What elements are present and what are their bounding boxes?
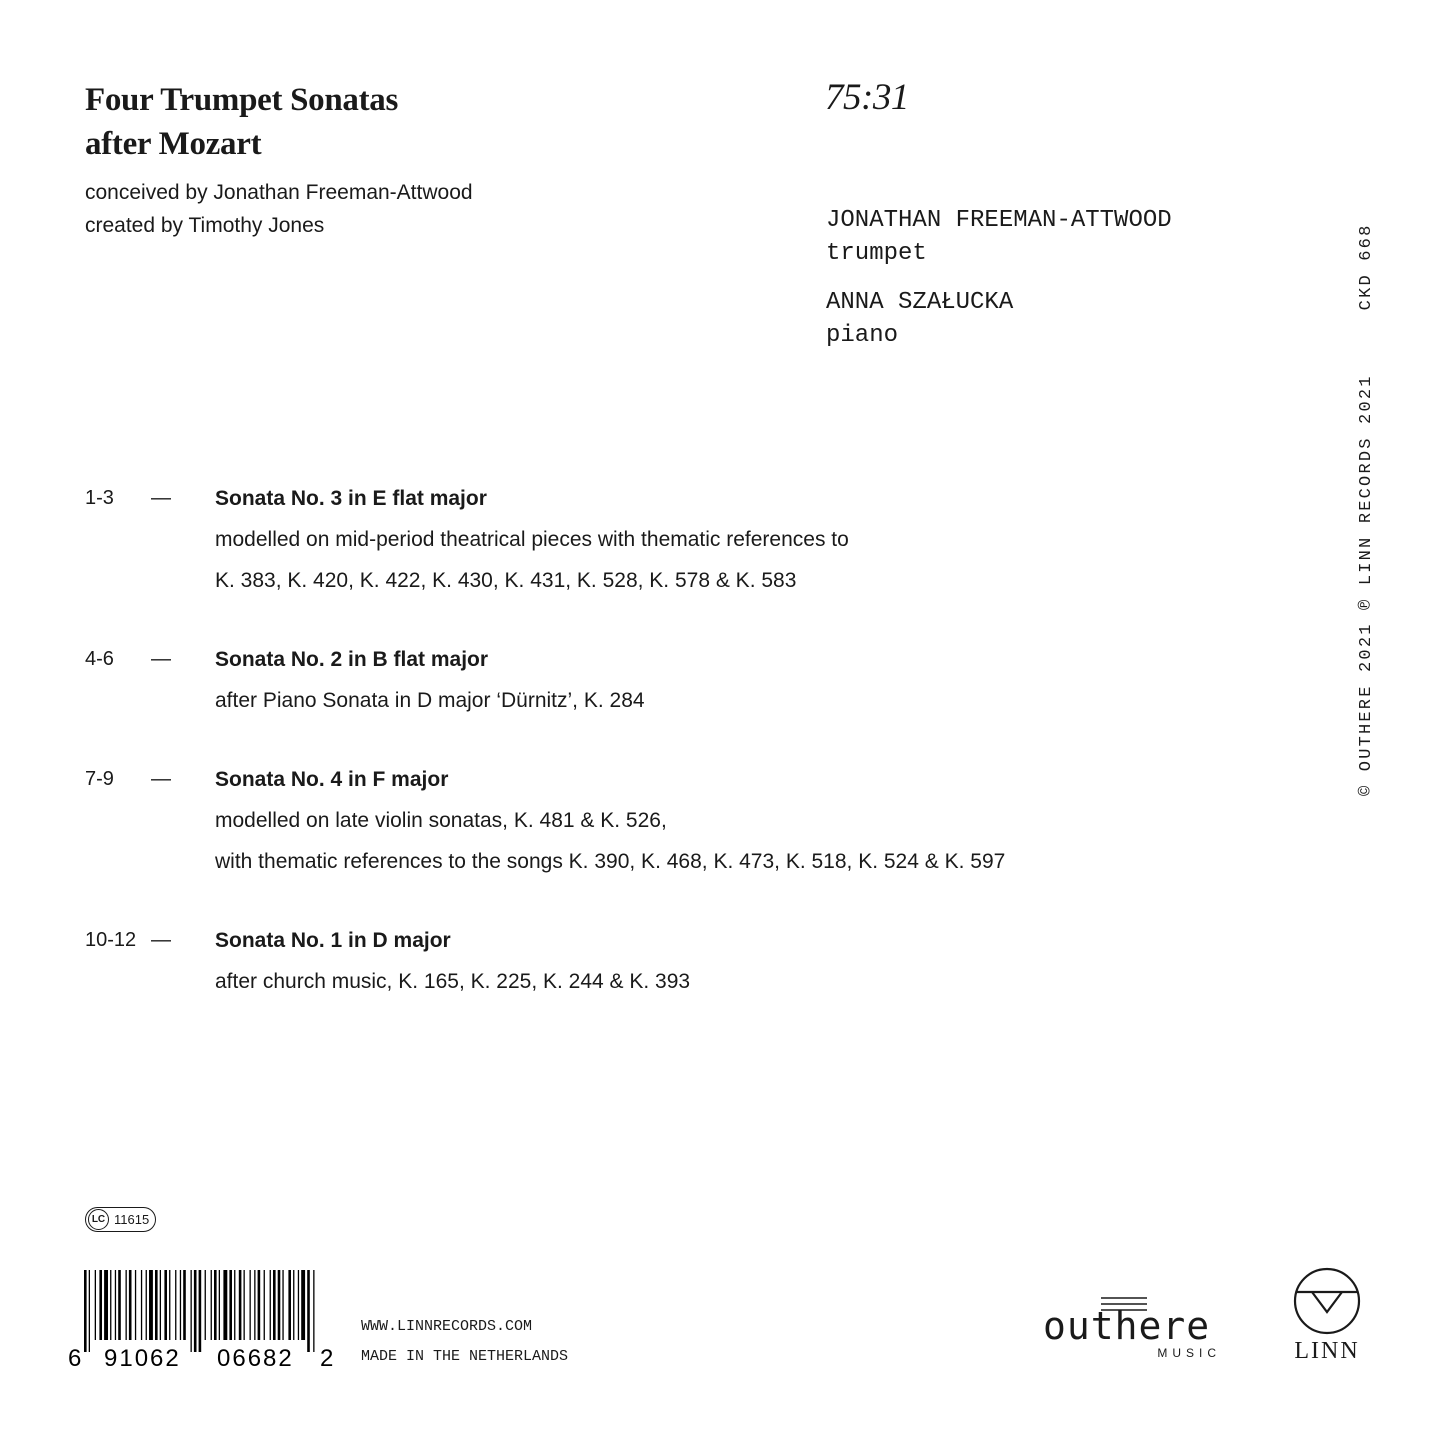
barcode-digits-left: 91062	[104, 1345, 181, 1368]
barcode-digit-first: 6	[68, 1345, 82, 1368]
barcode-bar	[214, 1270, 217, 1340]
made-in: MADE IN THE NETHERLANDS	[361, 1348, 569, 1365]
em-dash: —	[151, 768, 171, 790]
performer-name: JONATHAN FREEMAN-ATTWOOD	[826, 207, 1172, 234]
lc-logo-icon: LC	[88, 1209, 109, 1230]
created-by: created by Timothy Jones	[85, 214, 325, 237]
linn-wordmark: LINN	[1294, 1338, 1360, 1364]
barcode-bar	[307, 1270, 310, 1352]
sonata-description: after Piano Sonata in D major ‘Dürnitz’, K. 284	[215, 689, 645, 712]
spine-text	[1352, 196, 1382, 796]
barcode-bar	[278, 1270, 281, 1340]
barcode-bar	[199, 1270, 202, 1352]
em-dash: —	[151, 487, 171, 509]
barcode-bar	[126, 1270, 127, 1340]
conceived-by: conceived by Jonathan Freeman-Attwood	[85, 181, 473, 204]
sonata-title: Sonata No. 3 in E flat major	[215, 487, 487, 510]
sonata-description: after church music, K. 165, K. 225, K. 244 & K. 393	[215, 970, 691, 993]
barcode-bar	[160, 1270, 161, 1340]
outhere-subtitle: MUSIC	[1157, 1346, 1221, 1360]
barcode-bar	[250, 1270, 251, 1340]
barcode-bar	[164, 1270, 167, 1340]
website-link[interactable]: WWW.LINNRECORDS.COM	[361, 1318, 533, 1335]
barcode-bar	[104, 1270, 108, 1340]
barcode-bar	[293, 1270, 294, 1340]
barcode-bar	[205, 1270, 206, 1340]
catalog-number: CKD 668	[1357, 223, 1376, 311]
track-group	[85, 759, 1185, 882]
track-numbers: 10-12	[85, 929, 137, 951]
barcode-bar	[229, 1270, 232, 1340]
barcode-bar	[118, 1270, 121, 1340]
barcode-bar	[258, 1270, 261, 1340]
barcode-bar	[89, 1270, 90, 1352]
barcode-bar	[211, 1270, 212, 1340]
copyright-line: © OUTHERE 2021 ℗ LINN RECORDS 2021	[1357, 374, 1376, 796]
performer-instrument: trumpet	[826, 240, 927, 267]
barcode-bar	[219, 1270, 220, 1340]
em-dash: —	[151, 648, 171, 670]
barcode-bar	[95, 1270, 96, 1340]
barcode-bar	[180, 1270, 181, 1340]
footer-info	[361, 1312, 568, 1372]
barcode-bar	[175, 1270, 176, 1340]
barcode-bar	[264, 1270, 265, 1340]
performer	[826, 286, 1172, 352]
performer	[826, 204, 1172, 270]
barcode-bar	[149, 1270, 153, 1340]
sonata-title: Sonata No. 1 in D major	[215, 929, 451, 952]
barcode-bar	[146, 1270, 147, 1340]
barcode-bar	[155, 1270, 158, 1340]
barcode	[66, 1268, 336, 1368]
sonata-title: Sonata No. 4 in F major	[215, 768, 449, 791]
barcode-bar	[273, 1270, 276, 1340]
track-numbers: 7-9	[85, 768, 114, 790]
outhere-logo	[1043, 1296, 1225, 1366]
total-duration: 75:31	[825, 77, 909, 118]
barcode-bar	[194, 1270, 197, 1352]
barcode-bar	[254, 1270, 255, 1340]
performers	[826, 204, 1172, 368]
barcode-bar	[115, 1270, 116, 1340]
barcode-bar	[110, 1270, 111, 1340]
barcode-bar	[84, 1270, 87, 1352]
track-group	[85, 920, 1185, 1002]
credits	[85, 176, 473, 242]
label-code-number: 11615	[114, 1212, 150, 1227]
sonata-title: Sonata No. 2 in B flat major	[215, 648, 489, 671]
outhere-wordmark: outhere	[1043, 1304, 1211, 1348]
barcode-bar	[135, 1270, 136, 1340]
barcode-bar	[301, 1270, 305, 1340]
performer-name: ANNA SZAŁUCKA	[826, 289, 1014, 316]
album-title-line-2: after Mozart	[85, 126, 262, 162]
album-title-line-1: Four Trumpet Sonatas	[85, 82, 399, 118]
barcode-bar	[313, 1270, 314, 1352]
sonata-description: K. 383, K. 420, K. 422, K. 430, K. 431, K. 528, K. 578 & K. 583	[215, 569, 797, 592]
barcode-bar	[244, 1270, 245, 1340]
track-list	[85, 478, 1185, 1040]
barcode-digits-right: 06682	[217, 1345, 294, 1368]
track-numbers: 1-3	[85, 487, 114, 509]
barcode-bar	[223, 1270, 227, 1340]
linn-logo	[1288, 1266, 1366, 1366]
performer-instrument: piano	[826, 322, 899, 349]
barcode-bar	[99, 1270, 102, 1340]
linn-emblem-icon	[1288, 1266, 1366, 1336]
barcode-bar	[169, 1270, 170, 1340]
barcode-digit-check: 2	[320, 1345, 334, 1368]
barcode-bar	[298, 1270, 299, 1340]
album-title	[85, 78, 398, 166]
track-group	[85, 639, 1185, 721]
sonata-description: with thematic references to the songs K. 390, K. 468, K. 473, K. 518, K. 524 & K. 597	[215, 850, 1006, 873]
barcode-bar	[183, 1270, 186, 1340]
barcode-bar	[270, 1270, 271, 1340]
barcode-bar	[234, 1270, 235, 1340]
barcode-bar	[129, 1270, 132, 1340]
track-group	[85, 478, 1185, 601]
barcode-bar	[191, 1270, 192, 1352]
label-code	[85, 1207, 156, 1232]
barcode-bar	[288, 1270, 291, 1340]
barcode-bar	[141, 1270, 142, 1340]
track-numbers: 4-6	[85, 648, 114, 670]
sonata-description: modelled on mid-period theatrical pieces with thematic references to	[215, 528, 849, 551]
barcode-bar	[282, 1270, 283, 1340]
em-dash: —	[151, 929, 171, 951]
sonata-description: modelled on late violin sonatas, K. 481 & K. 526,	[215, 809, 667, 832]
barcode-bar	[239, 1270, 242, 1340]
